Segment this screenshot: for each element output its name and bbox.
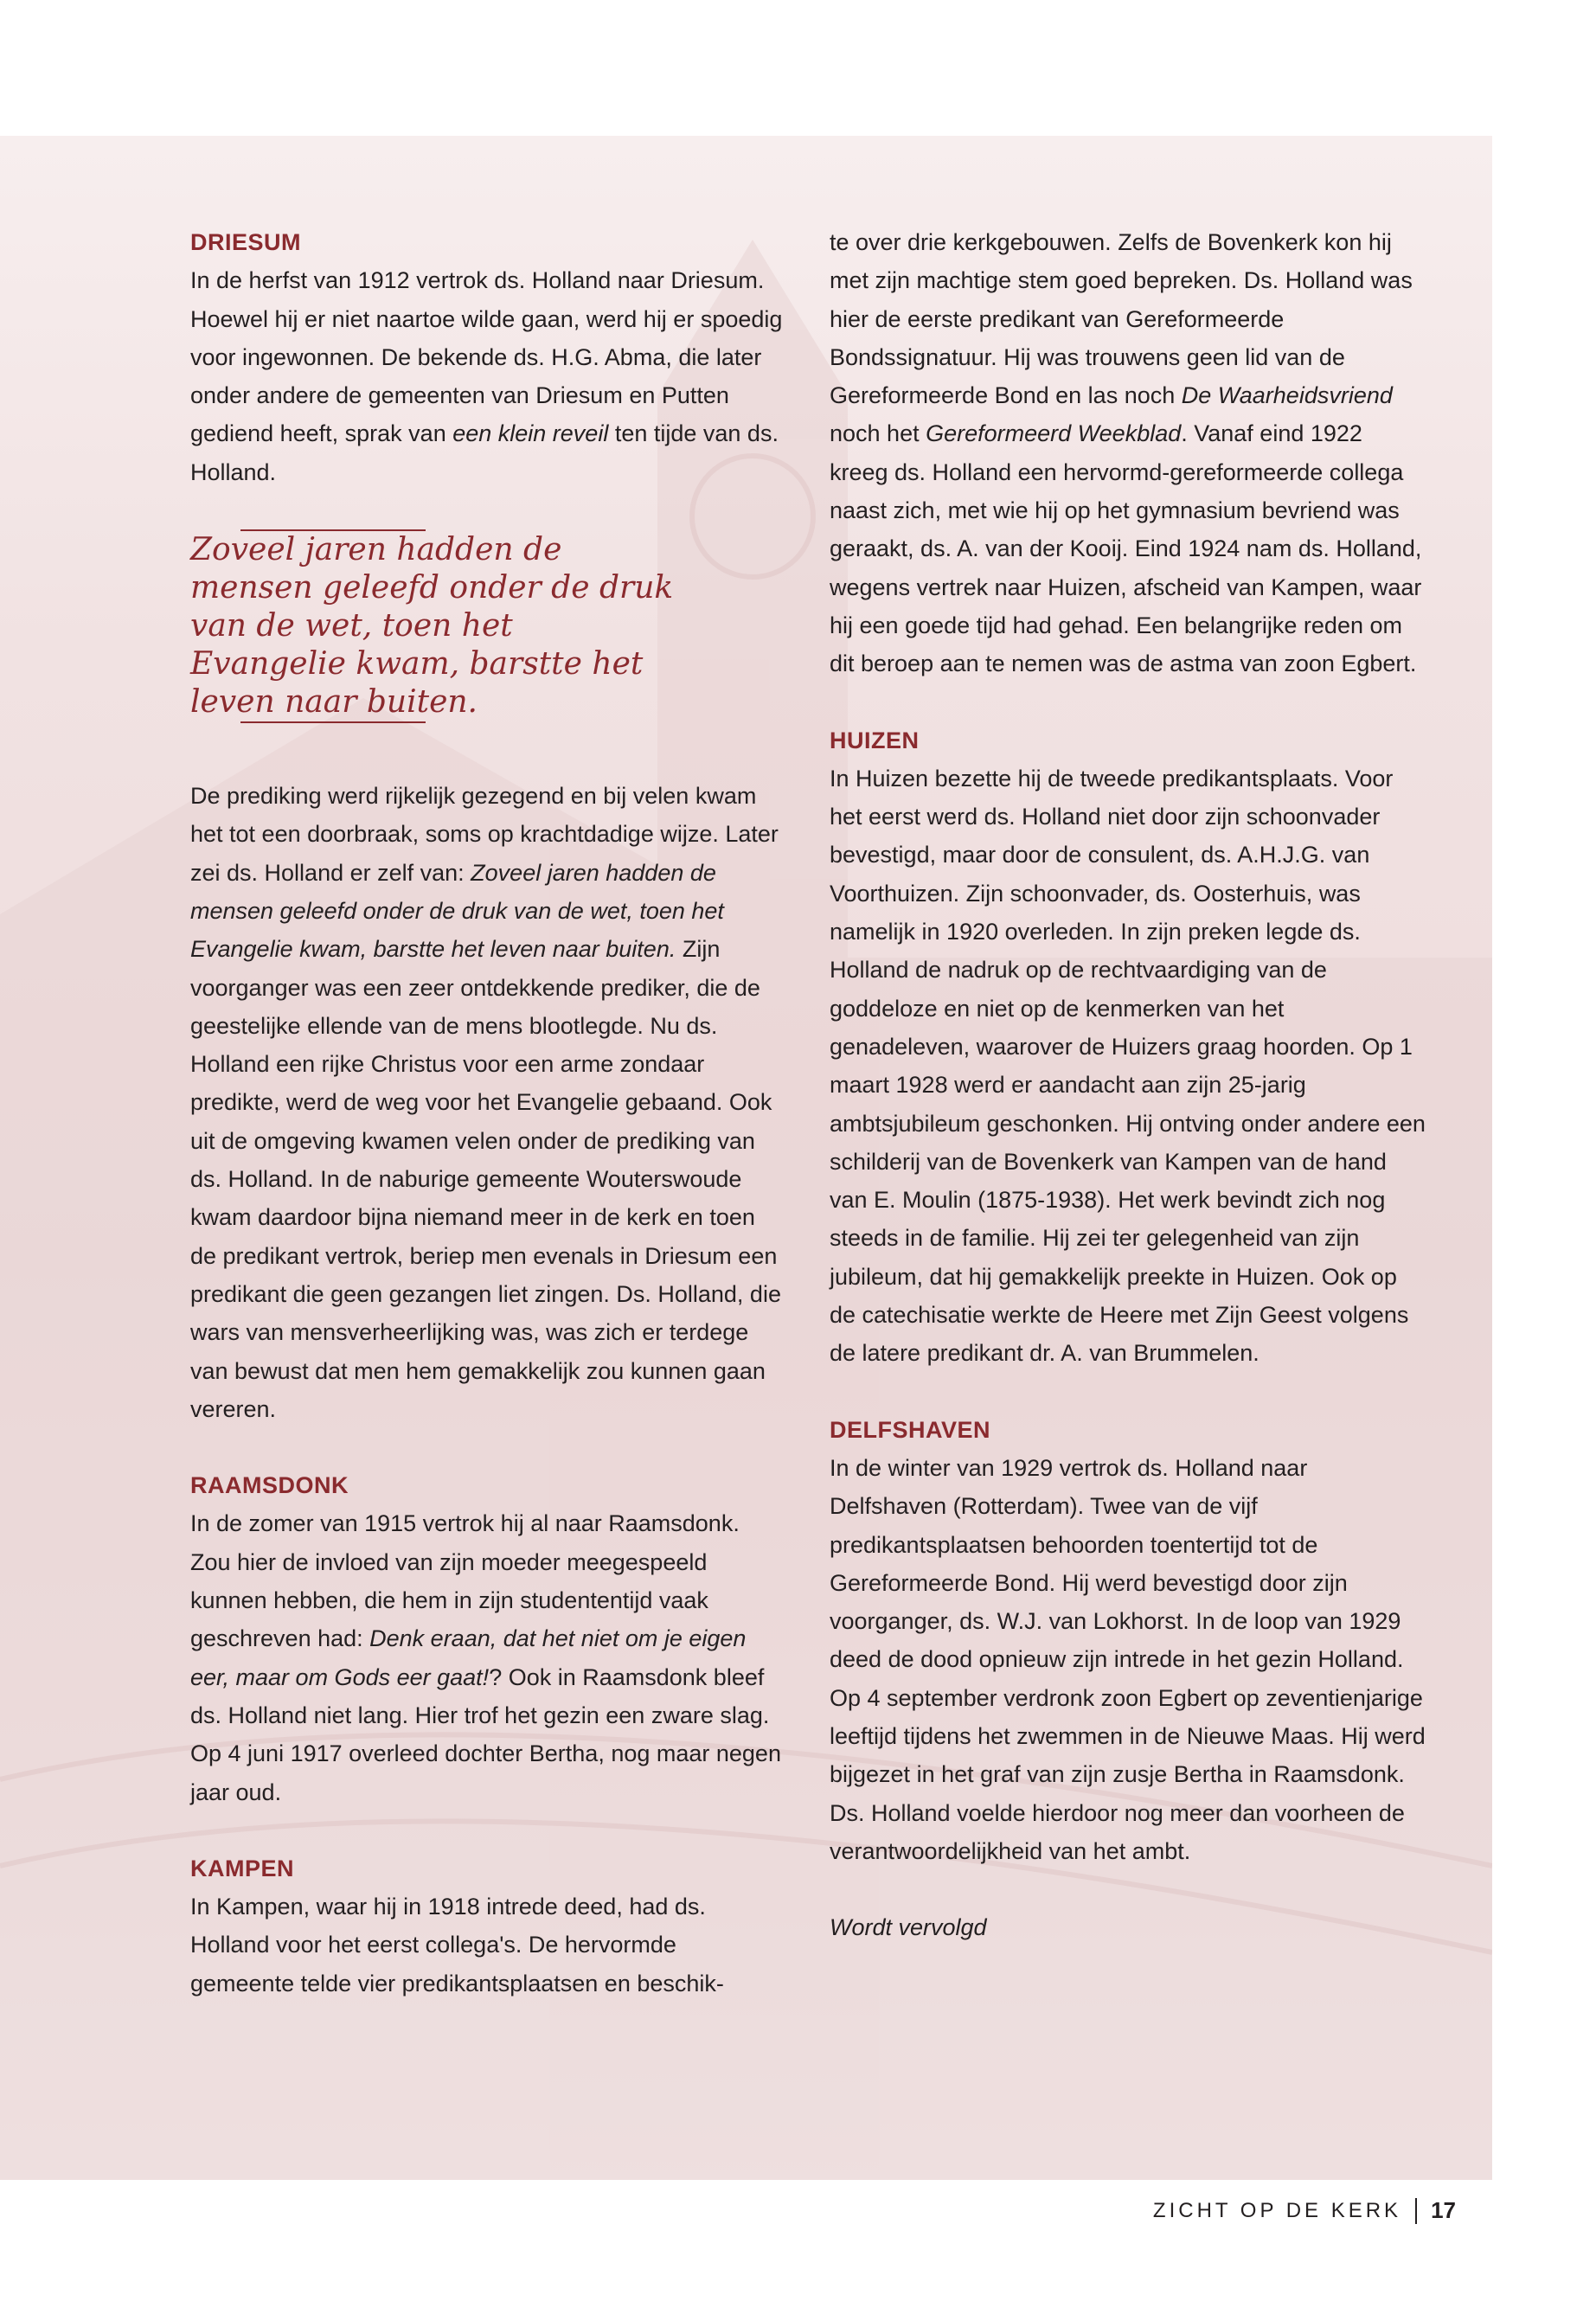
text: De prediking werd rijkelijk gezegend en bij velen kwam het tot een doorbraak, soms op krachtdadige wijze. Later zei ds. Holland er zelf van:	[190, 783, 779, 886]
text: . Vanaf eind 1922 kreeg ds. Holland een hervormd-gereformeerde collega naast zich, met wie hij op het gymnasium bevriend was geraakt, ds. A. van der Kooij. Eind 1924 nam ds. Holland, wegens vertrek naar Huizen, afscheid van Kampen, waar hij een goede tijd had gehad. Een belangrijke reden om dit beroep aan te nemen was de astma van zoon Egbert.	[830, 420, 1422, 677]
magazine-name: ZICHT OP DE KERK	[1152, 2198, 1402, 2222]
section-heading-kampen: KAMPEN	[190, 1855, 295, 1881]
section-heading-huizen: HUIZEN	[830, 727, 920, 753]
text: te over drie kerkgebouwen. Zelfs de Bovenkerk kon hij met zijn machtige stem goed bepreken. Ds. Holland was hier de eerste predikant van Gereformeerde Bondssignatuur. Hij was trouwens geen lid van de Gereformeerde Bond en las noch	[830, 229, 1413, 409]
text: In de zomer van 1915 vertrok hij al naar Raamsdonk. Zou hier de invloed van zijn moeder meegespeeld kunnen hebben, die hem in zijn studententijd vaak geschreven had:	[190, 1510, 740, 1652]
section-heading-delfshaven: DELFSHAVEN	[830, 1416, 991, 1443]
page-number: 17	[1431, 2197, 1456, 2223]
pull-quote: Zoveel jaren hadden de mensen geleefd onder de druk van de wet, toen het Evangelie kwam, barstte het leven naar buiten.	[190, 532, 674, 721]
text: ten tijde van ds. Holland.	[190, 420, 779, 485]
italic-text: De Waarheidsvriend	[1181, 382, 1393, 409]
italic-text: Gereformeerd Weekblad	[926, 420, 1182, 447]
page-footer	[1153, 2197, 1456, 2224]
section-heading-raamsdonk: RAAMSDONK	[190, 1472, 349, 1499]
italic-text: Denk eraan, dat het niet om je eigen eer, maar om Gods eer gaat!	[190, 1625, 747, 1690]
text: Zijn voorganger was een zeer ontdekkende prediker, die de geestelijke ellende van de mens blootlegde. Nu ds. Holland een rijke Christus voor een arme zondaar predikte, werd de weg voor het Evangelie gebaand. Ook uit de omgeving kwamen velen onder de prediking van ds. Holland. In de naburige gemeente Wouterswoude kwam daardoor bijna niemand meer in de kerk en toen de predikant vertrok, beriep men evenals in Driesum een predikant die geen gezangen liet zingen. Ds. Holland, die wars van mensverheerlijking was, was zich er terdege van bewust dat men hem gemakkelijk zou kunnen gaan vereren.	[190, 936, 781, 1422]
paragraph-delfshaven: In de winter van 1929 vertrok ds. Holland naar Delfshaven (Rotterdam). Twee van de vijf predikantsplaatsen behoorden toentertijd tot de Gereformeerde Bond. Hij werd bevestigd door zijn voorganger, ds. W.J. van Lokhorst. In de loop van 1929 deed de dood opnieuw zijn intrede in het gezin Holland. Op 4 september verdronk zoon Egbert op zeventienjarige leeftijd tijdens het zwemmen in de Nieuwe Maas. Hij werd bijgezet in het graf van zijn zusje Bertha in Raamsdonk. Ds. Holland voelde hierdoor nog meer dan voorheen de verantwoordelijkheid van het ambt.	[830, 1454, 1426, 1864]
footer-divider	[1415, 2198, 1417, 2224]
text: noch het	[830, 420, 926, 447]
section-heading-driesum: DRIESUM	[190, 229, 302, 255]
right-column	[830, 223, 1426, 1946]
left-column	[190, 223, 783, 2003]
paragraph-kampen-continued	[830, 223, 1426, 683]
italic-text: een klein reveil	[452, 420, 609, 447]
paragraph-raamsdonk	[190, 1504, 783, 1811]
italic-text: Wordt vervolgd	[830, 1914, 987, 1941]
italic-text: Zoveel jaren hadden de mensen geleefd onder de druk van de wet, toen het Evangelie kwam, barstte het leven naar buiten.	[190, 859, 724, 963]
text: In de herfst van 1912 vertrok ds. Holland naar Driesum. Hoewel hij er niet naartoe wilde gaan, werd hij er spoedig voor ingewonnen. De bekende ds. H.G. Abma, die later onder andere de gemeenten van Driesum en Putten gediend heeft, sprak van	[190, 267, 783, 447]
paragraph-kampen: In Kampen, waar hij in 1918 intrede deed, had ds. Holland voor het eerst collega's. De hervormde gemeente telde vier predikantsplaatsen en beschik-	[190, 1894, 724, 1997]
closing-note	[830, 1908, 1426, 1946]
paragraph-huizen: In Huizen bezette hij de tweede predikantsplaats. Voor het eerst werd ds. Holland niet door zijn schoonvader bevestigd, maar door de consulent, ds. A.H.J.G. van Voorthuizen. Zijn schoonvader, ds. Oosterhuis, was namelijk in 1920 overleden. In zijn preken legde ds. Holland de nadruk op de rechtvaardiging van de goddeloze en niet op de kenmerken van het genadeleven, waarover de Huizers graag hoorden. Op 1 maart 1928 werd er aandacht aan zijn 25-jarig ambtsjubileum geschonken. Hij ontving onder andere een schilderij van de Bovenkerk van Kampen van de hand van E. Moulin (1875-1938). Het werk bevindt zich nog steeds in de familie. Hij zei ter gelegenheid van zijn jubileum, dat hij gemakkelijk preekte in Huizen. Ook op de catechisatie werkte de Heere met Zijn Geest volgens de latere predikant dr. A. van Brummelen.	[830, 765, 1426, 1367]
text: ? Ook in Raamsdonk bleef ds. Holland niet lang. Hier trof het gezin een zware slag. Op 4 juni 1917 overleed dochter Bertha, nog maar negen jaar oud.	[190, 1663, 781, 1805]
paragraph-driesum	[190, 261, 783, 491]
paragraph-prediking	[190, 777, 783, 1428]
